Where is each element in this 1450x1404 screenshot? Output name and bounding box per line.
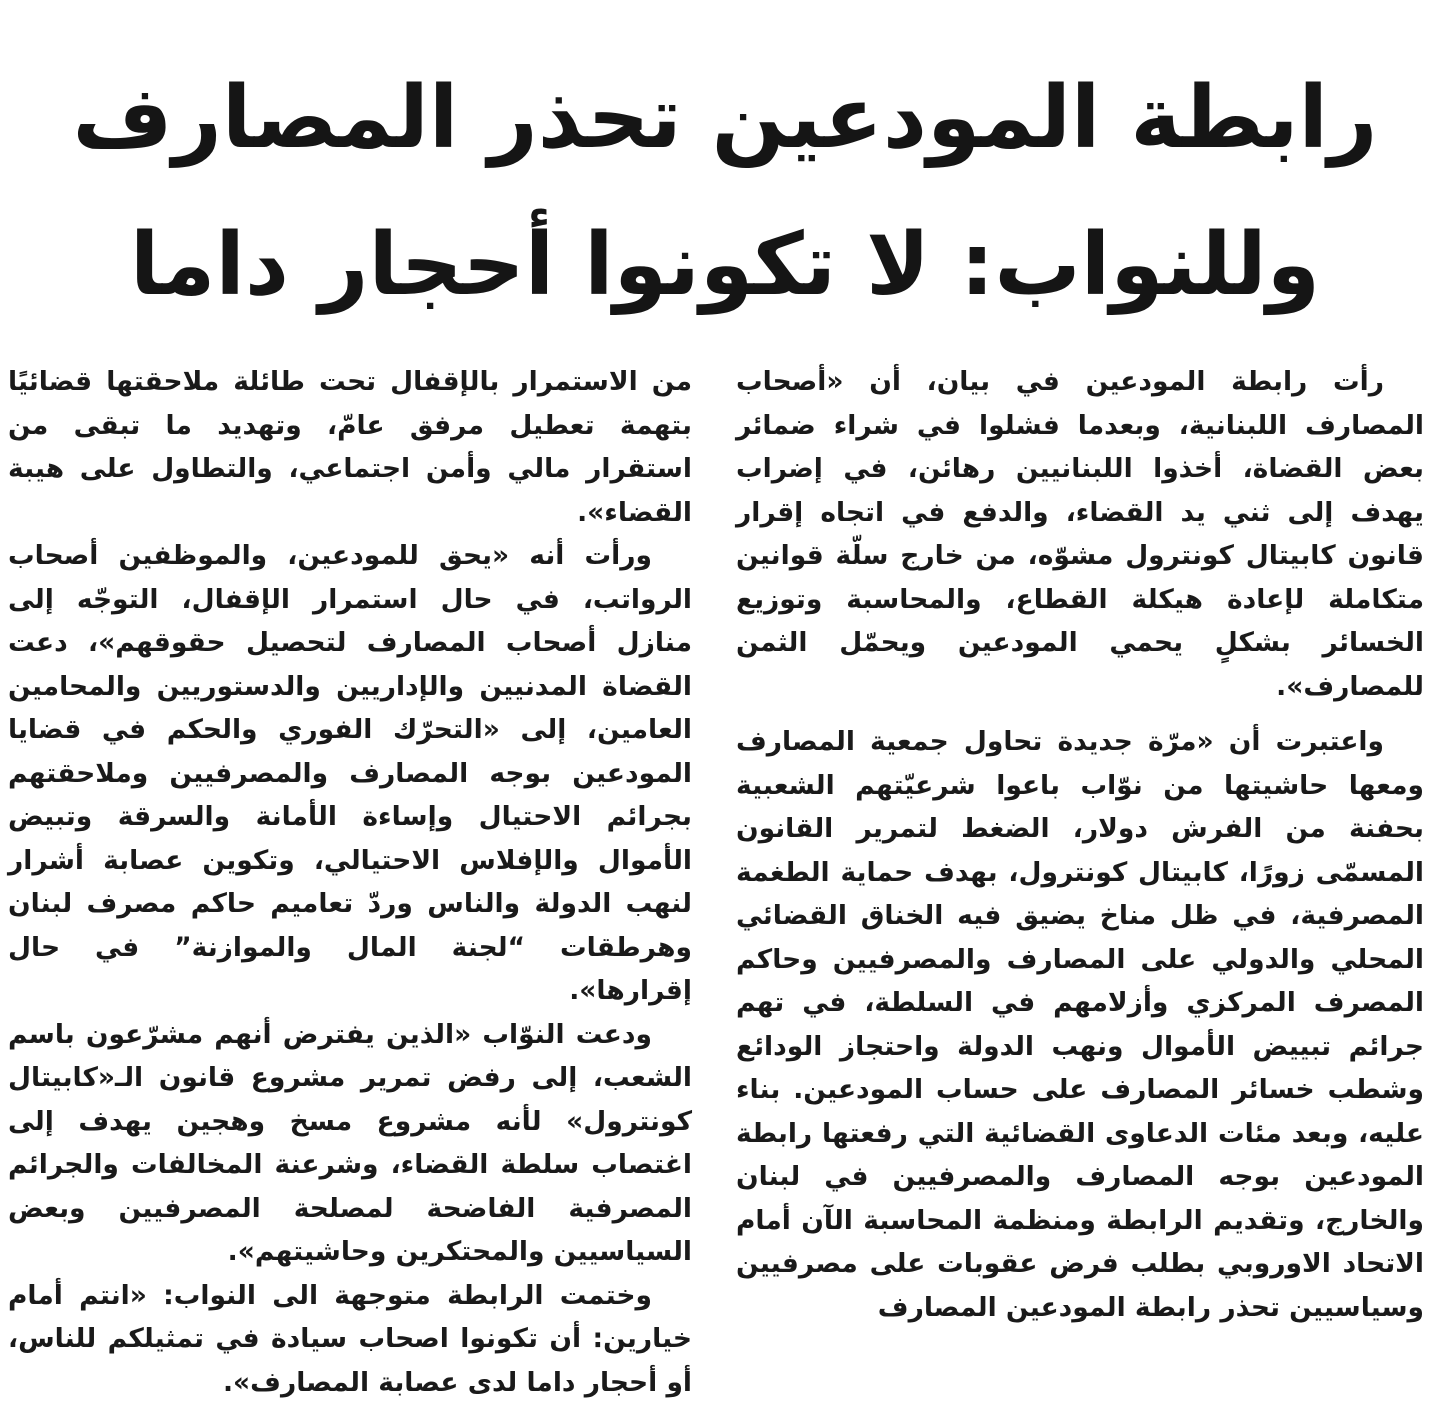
headline-line-1: رابطة المودعين تحذر المصارف bbox=[60, 58, 1390, 178]
paragraph: ورأت أنه «يحق للمودعين، والموظفين أصحاب الرواتب، في حال استمرار الإقفال، التوجّه إلى منازل أصحاب المصارف لتحصيل حقوقهم»، دعت القضاة المدنيين والإداريين والدستوريين والمحامين العامين، إلى «التحرّك الفوري والحكم في قضايا المودعين بوجه المصارف والمصرفيين وملاحقتهم بجرائم الاحتيال وإساءة الأمانة والسرقة وتبيض الأموال والإفلاس الاحتيالي، وتكوين عصابة أشرار لنهب الدولة والناس وردّ تعاميم حاكم مصرف لبنان وهرطقات “لجنة المال والموازنة” في حال إقرارها». bbox=[8, 534, 692, 1013]
paragraph: رأت رابطة المودعين في بيان، أن «أصحاب المصارف اللبنانية، وبعدما فشلوا في شراء ضمائر بعض القضاة، أخذوا اللبنانيين رهائن، في إضراب يهدف إلى ثني يد القضاء، والدفع في اتجاه إقرار قانون كابيتال كونترول مشوّه، من خارج سلّة قوانين متكاملة لإعادة هيكلة القطاع، والمحاسبة وتوزيع الخسائر بشكلٍ يحمي المودعين ويحمّل الثمن للمصارف». bbox=[736, 360, 1424, 708]
paragraph: واعتبرت أن «مرّة جديدة تحاول جمعية المصارف ومعها حاشيتها من نوّاب باعوا شرعيّتهم الشعبية بحفنة من الفرش دولار، الضغط لتمرير القانون المسمّى زورًا، كابيتال كونترول، بهدف حماية الطغمة المصرفية، في ظل مناخ يضيق فيه الخناق القضائي المحلي والدولي على المصارف والمصرفيين وحاكم المصرف المركزي وأزلامهم في السلطة، في تهم جرائم تبييض الأموال ونهب الدولة واحتجاز الودائع وشطب خسائر المصارف على حساب المودعين. بناء عليه، وبعد مئات الدعاوى القضائية التي رفعتها رابطة المودعين بوجه المصارف والمصرفيين في لبنان والخارج، وتقديم الرابطة ومنظمة المحاسبة الآن أمام الاتحاد الاوروبي بطلب فرض عقوبات على مصرفيين وسياسيين تحذر رابطة المودعين المصارف bbox=[736, 720, 1424, 1329]
paragraph: ودعت النوّاب «الذين يفترض أنهم مشرّعون باسم الشعب، إلى رفض تمرير مشروع قانون الـ«كابيتال كونترول» لأنه مشروع مسخ وهجين يهدف إلى اغتصاب سلطة القضاء، وشرعنة المخالفات والجرائم المصرفية الفاضحة لمصلحة المصرفيين وبعض السياسيين والمحتكرين وحاشيتهم». bbox=[8, 1013, 692, 1274]
paragraph: وختمت الرابطة متوجهة الى النواب: «انتم أمام خيارين: أن تكونوا اصحاب سيادة في تمثيلكم للناس، أو أحجار داما لدى عصابة المصارف». bbox=[8, 1274, 692, 1404]
article-column-right bbox=[736, 360, 1424, 1329]
article-column-left bbox=[8, 360, 692, 1404]
headline-line-2: وللنواب: لا تكونوا أحجار داما bbox=[60, 205, 1390, 325]
paragraph: من الاستمرار بالإقفال تحت طائلة ملاحقتها قضائيًا بتهمة تعطيل مرفق عامّ، وتهديد ما تبقى من استقرار مالي وأمن اجتماعي، والتطاول على هيبة القضاء». bbox=[8, 360, 692, 534]
